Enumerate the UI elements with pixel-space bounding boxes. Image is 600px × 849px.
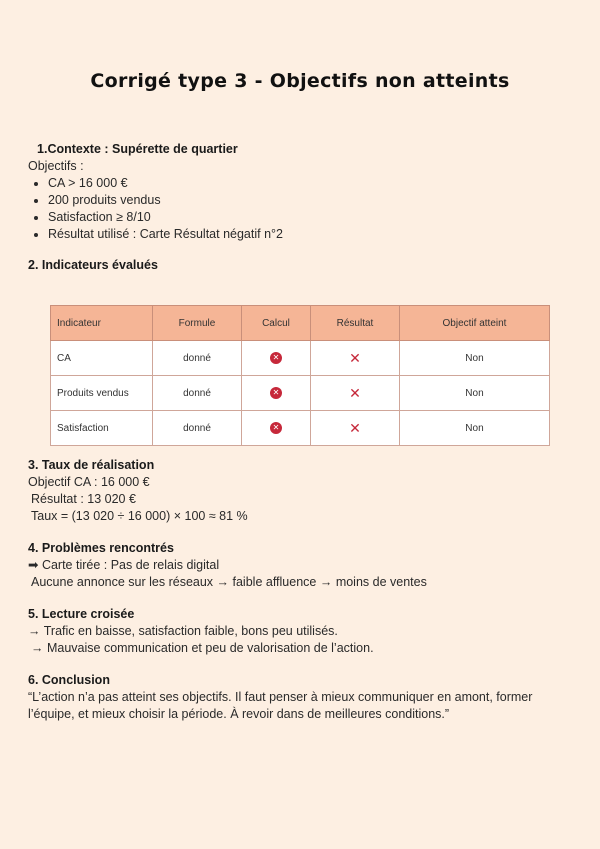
section-taux bbox=[28, 457, 248, 525]
col-header: Indicateur bbox=[51, 306, 153, 341]
cell-indicateur: Satisfaction bbox=[51, 411, 153, 446]
list-item: • 200 produits vendus bbox=[48, 192, 283, 209]
heading-number: 1. bbox=[37, 142, 48, 156]
list-item: • Satisfaction ≥ 8/10 bbox=[48, 209, 283, 226]
cell-formule: donné bbox=[153, 341, 242, 376]
objectifs-label: Objectifs : bbox=[28, 159, 84, 173]
text-line: Aucune annonce sur les réseaux → faible affluence → moins de ventes bbox=[31, 575, 427, 589]
cross-icon: ✕ bbox=[349, 419, 361, 436]
cell-atteint: Non bbox=[399, 341, 549, 376]
section-conclusion bbox=[28, 672, 532, 723]
heading-text: Contexte : Supérette de quartier bbox=[47, 142, 238, 156]
col-header: Résultat bbox=[311, 306, 400, 341]
text-line: Objectif CA : 16 000 € bbox=[28, 475, 150, 489]
col-header: Formule bbox=[153, 306, 242, 341]
section-contexte bbox=[28, 141, 283, 243]
cell-calcul bbox=[241, 411, 310, 446]
section-heading: 5. Lecture croisée bbox=[28, 607, 135, 621]
indicators-table bbox=[50, 305, 550, 446]
section-indicateurs bbox=[28, 257, 158, 274]
section-heading: 4. Problèmes rencontrés bbox=[28, 541, 174, 555]
col-header: Objectif atteint bbox=[399, 306, 549, 341]
text-line: Résultat : 13 020 € bbox=[31, 492, 136, 506]
cell-resultat bbox=[311, 341, 400, 376]
error-circle-icon: ✕ bbox=[270, 352, 282, 364]
section-heading: 3. Taux de réalisation bbox=[28, 458, 155, 472]
text-line: → Trafic en baisse, satisfaction faible, bons peu utilisés. bbox=[28, 624, 338, 638]
cell-formule: donné bbox=[153, 376, 242, 411]
list-item: • Résultat utilisé : Carte Résultat négatif n°2 bbox=[48, 226, 283, 243]
section-heading bbox=[28, 141, 283, 158]
table-header-row bbox=[51, 306, 550, 341]
error-circle-icon: ✕ bbox=[270, 387, 282, 399]
section-lecture bbox=[28, 606, 374, 657]
cell-resultat bbox=[311, 376, 400, 411]
cross-icon: ✕ bbox=[349, 384, 361, 401]
table-row bbox=[51, 341, 550, 376]
cell-calcul bbox=[241, 376, 310, 411]
cell-atteint: Non bbox=[399, 411, 549, 446]
col-header: Calcul bbox=[241, 306, 310, 341]
cell-resultat bbox=[311, 411, 400, 446]
cell-indicateur: Produits vendus bbox=[51, 376, 153, 411]
section-heading: 6. Conclusion bbox=[28, 673, 110, 687]
cell-formule: donné bbox=[153, 411, 242, 446]
text-line: ➡ Carte tirée : Pas de relais digital bbox=[28, 558, 220, 572]
section-heading: 2. Indicateurs évalués bbox=[28, 258, 158, 272]
text-line: Taux = (13 020 ÷ 16 000) × 100 ≈ 81 % bbox=[31, 509, 248, 523]
list-item: • CA > 16 000 € bbox=[48, 175, 283, 192]
objectifs-list bbox=[28, 175, 283, 243]
cross-icon: ✕ bbox=[349, 349, 361, 366]
table-row bbox=[51, 376, 550, 411]
text-line: “L’action n’a pas atteint ses objectifs. Il faut penser à mieux communiquer en amont, former bbox=[28, 690, 533, 704]
error-circle-icon: ✕ bbox=[270, 422, 282, 434]
text-line: l’équipe, et mieux choisir la période. À revoir dans de meilleures conditions.” bbox=[28, 707, 450, 721]
page-title: Corrigé type 3 - Objectifs non atteints bbox=[90, 70, 510, 92]
table-row bbox=[51, 411, 550, 446]
section-problemes bbox=[28, 540, 427, 591]
cell-calcul bbox=[241, 341, 310, 376]
cell-indicateur: CA bbox=[51, 341, 153, 376]
cell-atteint: Non bbox=[399, 376, 549, 411]
text-line: → Mauvaise communication et peu de valorisation de l’action. bbox=[31, 641, 374, 655]
